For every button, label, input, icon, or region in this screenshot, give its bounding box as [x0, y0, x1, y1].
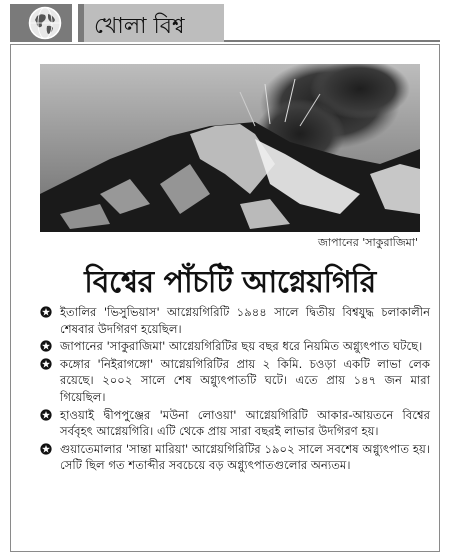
volcano-photo [40, 64, 420, 232]
star-bullet-icon [40, 340, 52, 352]
globe-icon [28, 6, 62, 40]
list-item [40, 356, 430, 406]
star-bullet-icon [40, 306, 52, 318]
star-bullet-icon [40, 409, 52, 421]
list-item [40, 441, 430, 474]
list-item-text: জাপানের 'সাকুরাজিমা' আগ্নেয়গিরিটির ছয় বছর ধরে নিয়মিত অগ্ন্যুৎপাত ঘটছে। [60, 339, 423, 354]
section-title: খোলা বিশ্ব [94, 14, 185, 39]
star-bullet-icon [40, 443, 52, 455]
list-item [40, 338, 430, 355]
list-item [40, 304, 430, 337]
list-item-text: হাওয়াই দ্বীপপুঞ্জের 'মউনা লোওয়া' আগ্নেয়গিরিটি আকার-আয়তনে বিশ্বের সর্ববৃহৎ আগ্নেয়গিরি। এটি থেকে প্রায় সারা বছরই লাভার উদগিরণ হয়। [60, 407, 430, 439]
list-item [40, 407, 430, 440]
section-header [10, 4, 440, 42]
facts-list [40, 304, 430, 475]
list-item-text: গুয়াতেমালার 'সান্তা মারিয়া' আগ্নেয়গিরিটির ১৯০২ সালে সবশেষ অগ্ন্যুৎপাত হয়। সেটি ছিল গত শতাব্দীর সবচেয়ে বড় অগ্ন্যুৎপাতগুলোর অন্যতম। [60, 441, 430, 473]
list-item-text: ইতালির 'ভিসুভিয়াস' আগ্নেয়গিরিটি ১৯৪৪ সালে দ্বিতীয় বিশ্বযুদ্ধ চলাকালীন শেষবার উদগিরণ হয়েছিল। [60, 305, 430, 336]
volcano-illustration [40, 64, 420, 232]
list-item-text: কঙ্গোর 'নিইরাগঙ্গো' আগ্নেয়গিরিটির প্রায় ২ কিমি. চওড়া একটি লাভা লেক রয়েছে। ২০০২ সালে শেষ অগ্ন্যুৎপাতটি ঘটে। এতে প্রায় ১৪৭ জন মারা গিয়েছিল। [60, 356, 430, 404]
article-headline: বিশ্বের পাঁচটি আগ্নেয়গিরি [84, 265, 376, 300]
star-bullet-icon [40, 358, 52, 370]
header-divider [72, 4, 78, 42]
photo-caption: জাপানের 'সাকুরাজিমা' [318, 236, 418, 249]
